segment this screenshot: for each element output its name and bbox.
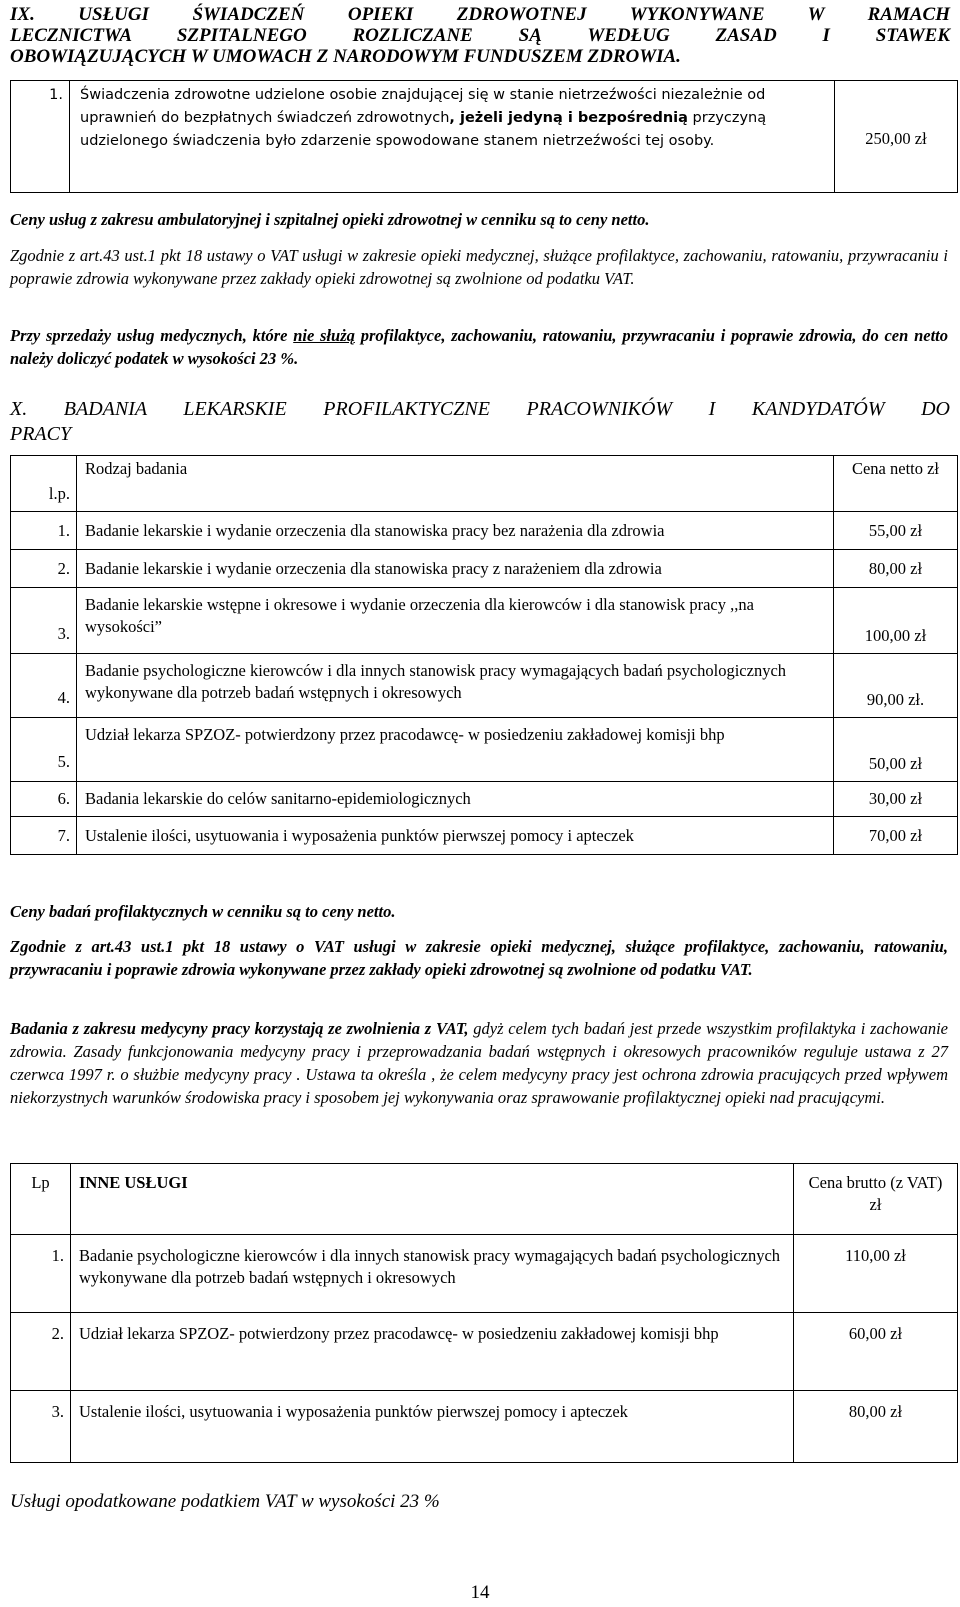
exams-table xyxy=(10,455,958,855)
row-name: Badanie lekarskie i wydanie orzeczenia dla stanowiska pracy bez narażenia dla zdrowia xyxy=(77,512,834,550)
header-name: INNE USŁUGI xyxy=(71,1164,794,1235)
table-header-row xyxy=(11,456,958,512)
row-lp: 3. xyxy=(11,1391,71,1463)
exams-note-netto: Ceny badań profilaktycznych w cenniku są to ceny netto. xyxy=(10,902,396,921)
table-row xyxy=(11,550,958,588)
row-lp: 4. xyxy=(11,654,77,718)
table-row xyxy=(11,512,958,550)
title-line: OBOWIĄZUJĄCYCH W UMOWACH Z NARODOWYM FUNDUSZEM ZDROWIA. xyxy=(10,46,681,67)
row-lp: 1. xyxy=(11,1235,71,1313)
table-row xyxy=(11,1235,958,1313)
row-price: 30,00 zł xyxy=(834,782,958,817)
row-name: Ustalenie ilości, usytuowania i wyposażenia punktów pierwszej pomocy i apteczek xyxy=(71,1391,794,1463)
row-price: 110,00 zł xyxy=(794,1235,958,1313)
note-netto: Ceny usług z zakresu ambulatoryjnej i szpitalnej opieki zdrowotnej w cenniku są to ceny netto. xyxy=(10,210,650,229)
row-name: Udział lekarza SPZOZ- potwierdzony przez pracodawcę- w posiedzeniu zakładowej komisji bhp xyxy=(71,1313,794,1391)
row-lp: 1. xyxy=(11,512,77,550)
title-line: X. BADANIA LEKARSKIE PROFILAKTYCZNE PRACOWNIKÓW I KANDYDATÓW DO xyxy=(10,398,950,420)
header-price: Cena netto zł xyxy=(834,456,958,512)
row-price: 100,00 zł xyxy=(834,588,958,654)
vat-exemption-note: Zgodnie z art.43 ust.1 pkt 18 ustawy o VAT usługi w zakresie opieki medycznej, służące profilaktyce, zachowaniu, ratowaniu, przywracaniu i poprawie zdrowia wykonywane przez zakłady opieki zdrowotnej są zwolnione od podatku VAT. xyxy=(10,246,948,288)
row-price: 70,00 zł xyxy=(834,817,958,855)
table-row xyxy=(11,654,958,718)
row-name: Badania lekarskie do celów sanitarno-epidemiologicznych xyxy=(77,782,834,817)
table-row xyxy=(11,718,958,782)
occupational-medicine-note: Badania z zakresu medycyny pracy korzystają ze zwolnienia z VAT, gdyż celem tych badań jest przede wszystkim profilaktyka i zachowanie zdrowia. Zasady funkcjonowania medycyny pracy i przeprowadzania badań wstępnych i okresowych pracowników reguluje ustawa z 27 czerwca 1997 r. o służbie medycyny pracy . Ustawa ta określa , że celem medycyny pracy jest ochrona zdrowia pracujących przed wpływem niekorzystnych warunków środowiska pracy i sposobem jej wykonywania oraz sprawowanie profilaktycznej opieki nad pracującymi. xyxy=(10,1019,948,1107)
row-lp: 2. xyxy=(11,550,77,588)
row-price: 50,00 zł xyxy=(834,718,958,782)
header-lp: Lp xyxy=(11,1164,71,1235)
item-description: Świadczenia zdrowotne udzielone osobie znajdującej się w stanie nietrzeźwości niezależnie od uprawnień do bezpłatnych świadczeń zdrowotnych, jeżeli jedyną i bezpośrednią przyczyną udzielonego świadczenia było zdarzenie spowodowane stanem nietrzeźwości tej osoby. xyxy=(70,81,835,193)
row-price: 80,00 zł xyxy=(834,550,958,588)
row-name: Badanie lekarskie wstępne i okresowe i wydanie orzeczenia dla kierowców i dla stanowisk pracy ,,na wysokości” xyxy=(77,588,834,654)
row-lp: 2. xyxy=(11,1313,71,1391)
title-line: LECZNICTWA SZPITALNEGO ROZLICZANE SĄ WEDŁUG ZASAD I STAWEK xyxy=(10,25,950,46)
item-price: 250,00 zł xyxy=(835,81,958,193)
row-name: Udział lekarza SPZOZ- potwierdzony przez pracodawcę- w posiedzeniu zakładowej komisji bhp xyxy=(77,718,834,782)
row-name: Badanie psychologiczne kierowców i dla innych stanowisk pracy wymagających badań psychologicznych wykonywane dla potrzeb badań wstępnych i okresowych xyxy=(71,1235,794,1313)
row-lp: 6. xyxy=(11,782,77,817)
other-services-table xyxy=(10,1163,958,1463)
section-9-table xyxy=(10,80,958,193)
row-price: 55,00 zł xyxy=(834,512,958,550)
table-row xyxy=(11,588,958,654)
item-number: 1. xyxy=(11,81,70,193)
header-price: Cena brutto (z VAT) zł xyxy=(794,1164,958,1235)
section-10-title xyxy=(10,397,950,447)
table-row xyxy=(11,1391,958,1463)
table-row xyxy=(11,782,958,817)
row-lp: 7. xyxy=(11,817,77,855)
row-price: 80,00 zł xyxy=(794,1391,958,1463)
header-name: Rodzaj badania xyxy=(77,456,834,512)
vat-taxed-note: Usługi opodatkowane podatkiem VAT w wysokości 23 % xyxy=(10,1491,440,1512)
vat-sale-note: Przy sprzedaży usług medycznych, które nie służą profilaktyce, zachowaniu, ratowaniu, przywracaniu i poprawie zdrowia, do cen netto należy doliczyć podatek w wysokości 23 %. xyxy=(10,326,948,368)
title-line: IX. USŁUGI ŚWIADCZEŃ OPIEKI ZDROWOTNEJ WYKONYWANE W RAMACH xyxy=(10,4,950,25)
row-name: Badanie psychologiczne kierowców i dla innych stanowisk pracy wymagających badań psychologicznych wykonywane dla potrzeb badań wstępnych i okresowych xyxy=(77,654,834,718)
table-row xyxy=(11,1313,958,1391)
row-lp: 3. xyxy=(11,588,77,654)
row-name: Badanie lekarskie i wydanie orzeczenia dla stanowiska pracy z narażeniem dla zdrowia xyxy=(77,550,834,588)
title-line: PRACY xyxy=(10,423,72,445)
row-lp: 5. xyxy=(11,718,77,782)
table-row xyxy=(11,817,958,855)
row-name: Ustalenie ilości, usytuowania i wyposażenia punktów pierwszej pomocy i apteczek xyxy=(77,817,834,855)
section-9-title xyxy=(10,4,950,67)
row-price: 90,00 zł. xyxy=(834,654,958,718)
page-number: 14 xyxy=(470,1582,490,1603)
table-header-row xyxy=(11,1164,958,1235)
exams-vat-exemption: Zgodnie z art.43 ust.1 pkt 18 ustawy o VAT usługi w zakresie opieki medycznej, służące profilaktyce, zachowaniu, ratowaniu, przywracaniu i poprawie zdrowia wykonywane przez zakłady opieki zdrowotnej są zwolnione od podatku VAT. xyxy=(10,937,948,979)
header-lp: l.p. xyxy=(11,456,77,512)
table-row xyxy=(11,81,958,193)
row-price: 60,00 zł xyxy=(794,1313,958,1391)
